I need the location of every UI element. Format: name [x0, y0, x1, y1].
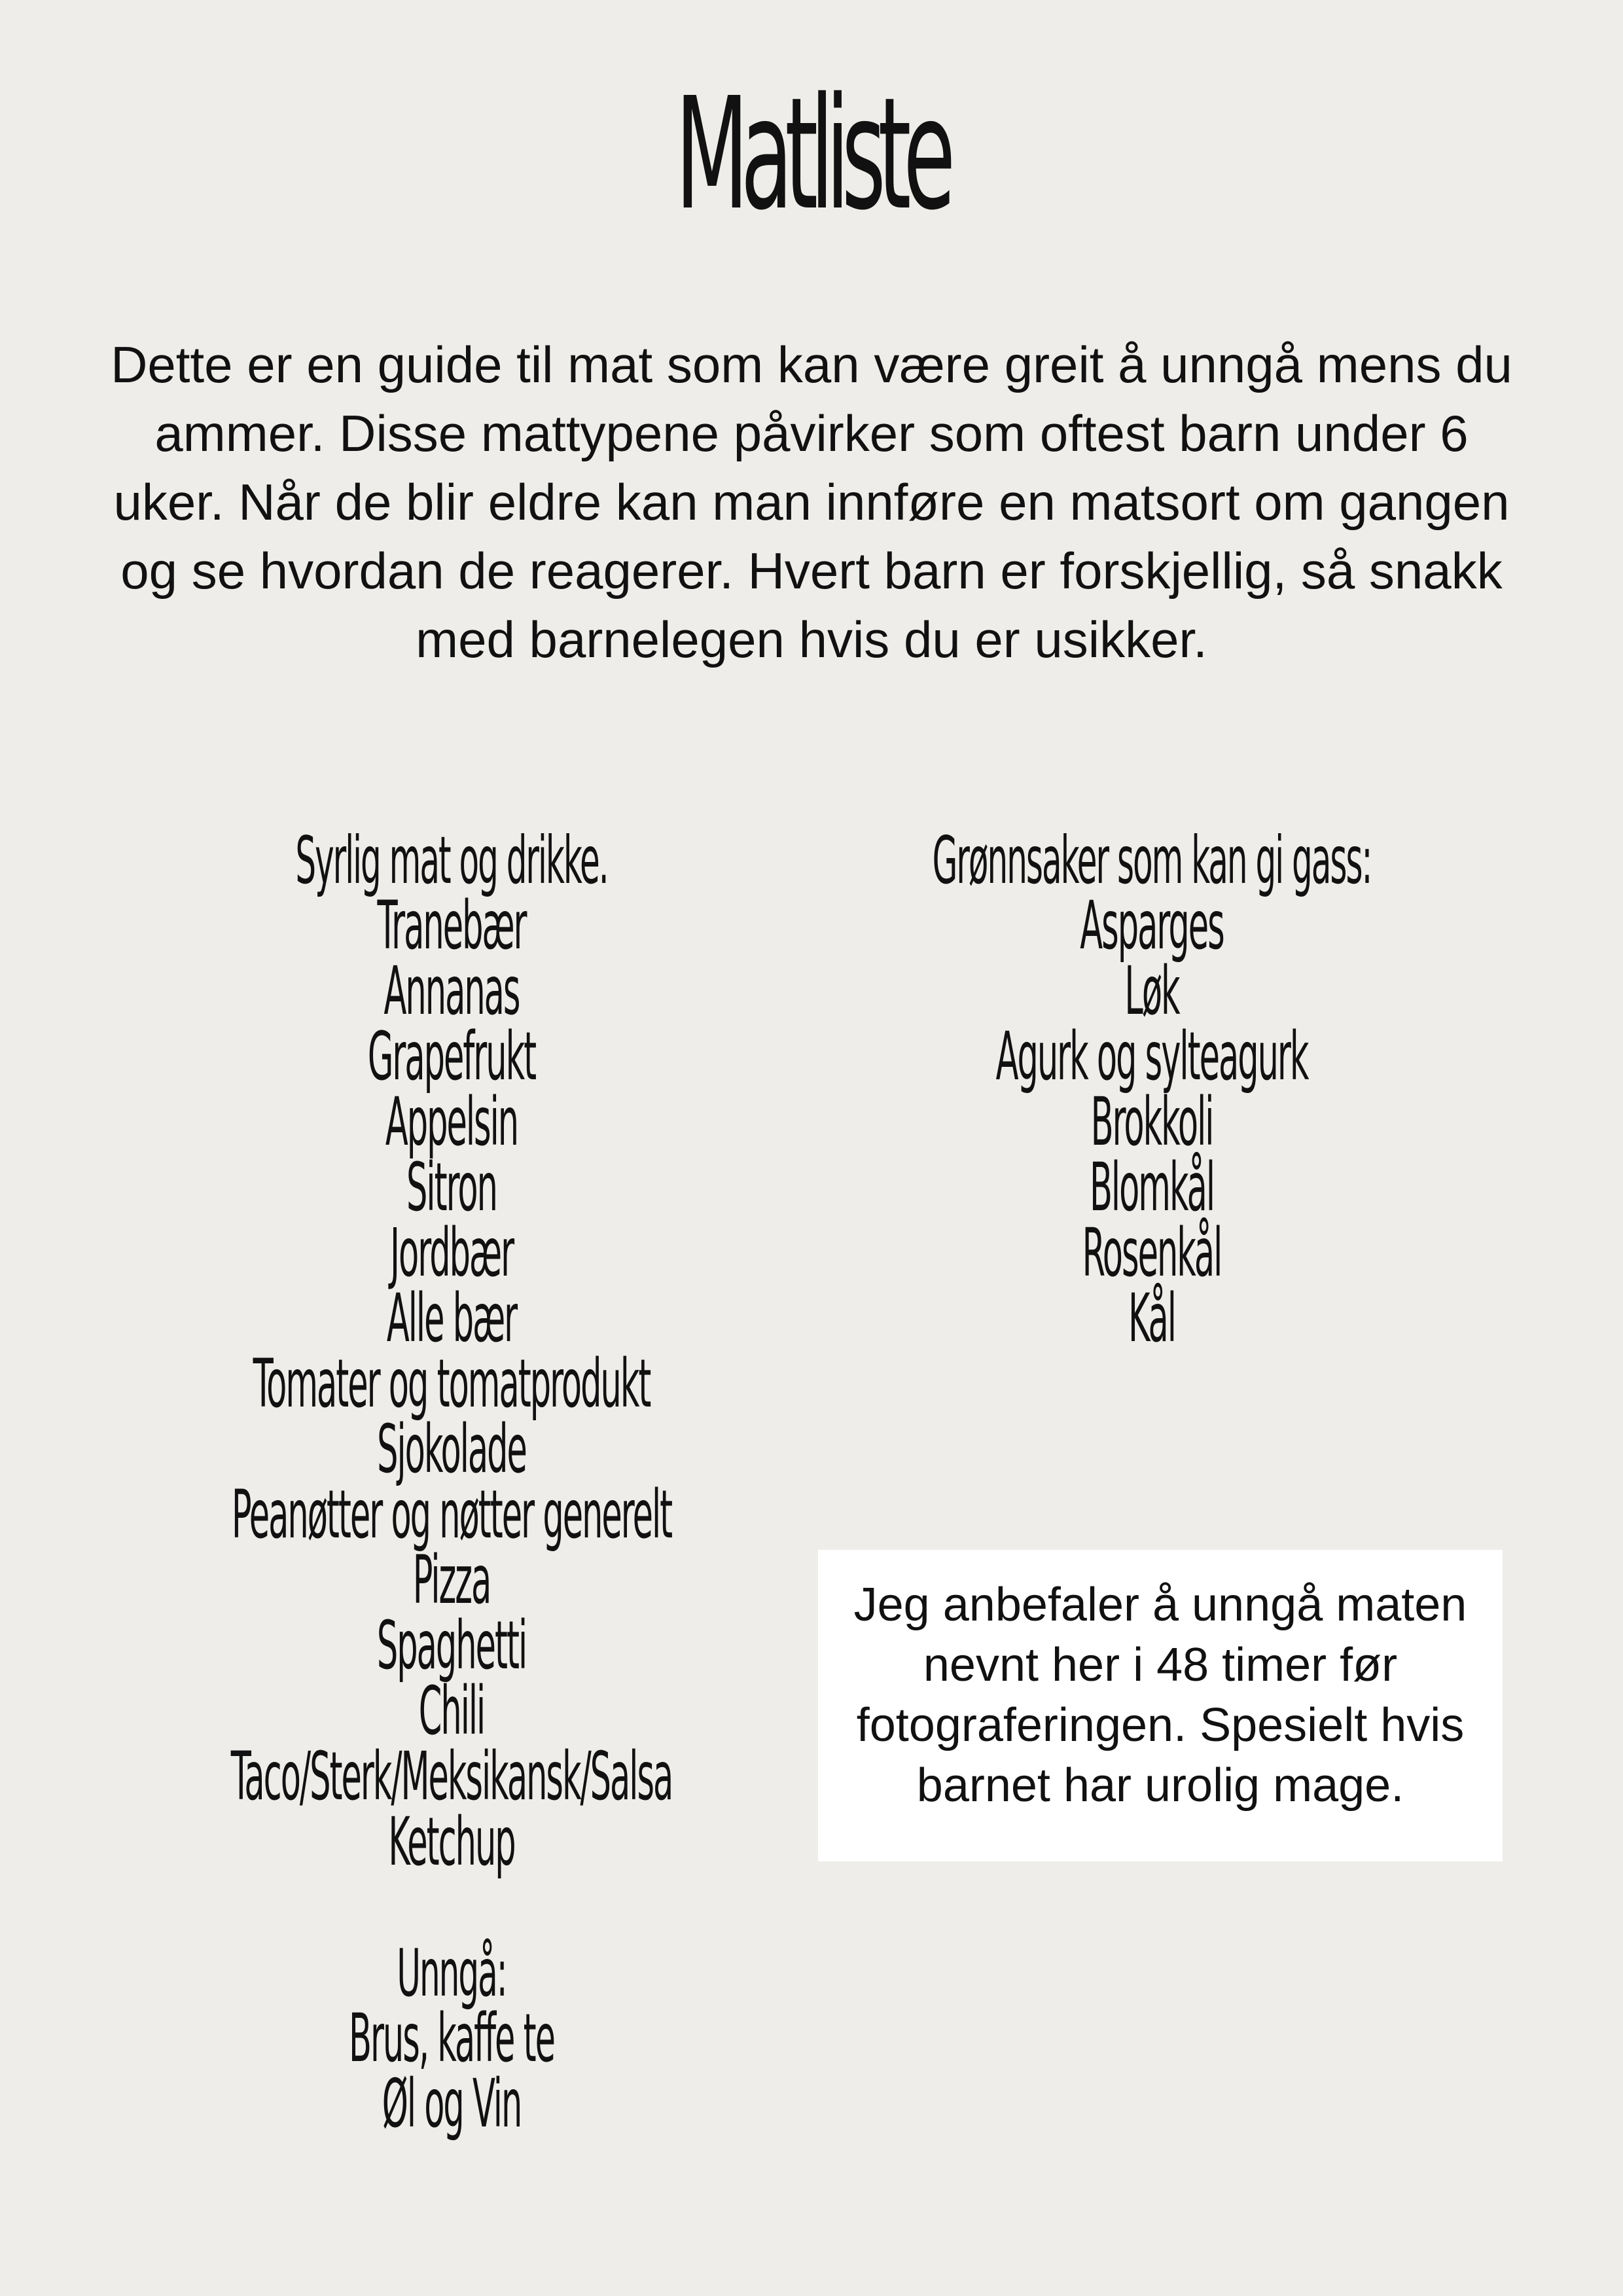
recommendation-note: Jeg anbefaler å unngå maten nevnt her i 48 timer før fotograferingen. Spesielt hvis barnet har urolig mage.: [818, 1550, 1503, 1861]
list-item: Ketchup: [388, 1803, 515, 1881]
list-item: Annanas: [383, 952, 520, 1030]
list-item: Taco/Sterk/Meksikansk/Salsa: [230, 1738, 673, 1816]
intro-paragraph: Dette er en guide til mat som kan være greit å unngå mens du ammer. Disse mattypene påvirker som oftest barn under 6 uker. Når de blir eldre kan man innføre en matsort om gangen og se hvordan de reagerer. Hvert barn er forskjellig, så snakk med barnelegen hvis du er usikker.: [111, 336, 1512, 668]
list-spacer: [0, 1875, 995, 1941]
list-item: Peanøtter og nøtter generelt: [231, 1476, 672, 1554]
vegetable-list: [628, 822, 1623, 1357]
list-item: Sjokolade: [377, 1410, 526, 1488]
list-item: Brus, kaffe te: [348, 2000, 555, 2077]
avoid-heading: Unngå:: [397, 1935, 507, 2011]
list-item: Blomkål: [1089, 1149, 1215, 1227]
list-item: Sitron: [406, 1149, 497, 1227]
list-item: Kål: [1128, 1280, 1175, 1357]
list-item: Alle bær: [386, 1280, 517, 1357]
list-item: Pizza: [412, 1541, 491, 1619]
list-item: Agurk og sylteagurk: [995, 1018, 1308, 1096]
vegetable-heading: Grønnsaker som kan gi gass:: [932, 822, 1372, 899]
list-item: Chili: [418, 1672, 485, 1750]
list-item: Løk: [1124, 952, 1179, 1030]
acidic-food-heading: Syrlig mat og drikke.: [295, 822, 608, 899]
list-item: Øl og Vin: [382, 2065, 522, 2143]
list-item: Grapefrukt: [367, 1018, 536, 1096]
list-item: Tomater og tomatprodukt: [253, 1345, 651, 1423]
list-item: Rosenkål: [1082, 1214, 1222, 1292]
list-item: Jordbær: [389, 1214, 514, 1292]
list-item: Tranebær: [377, 887, 526, 965]
list-item: Asparges: [1080, 887, 1224, 965]
page-title: Matliste: [675, 64, 948, 244]
list-item: Appelsin: [385, 1083, 518, 1161]
list-item: Spaghetti: [376, 1607, 527, 1685]
list-item: Brokkoli: [1090, 1083, 1213, 1161]
